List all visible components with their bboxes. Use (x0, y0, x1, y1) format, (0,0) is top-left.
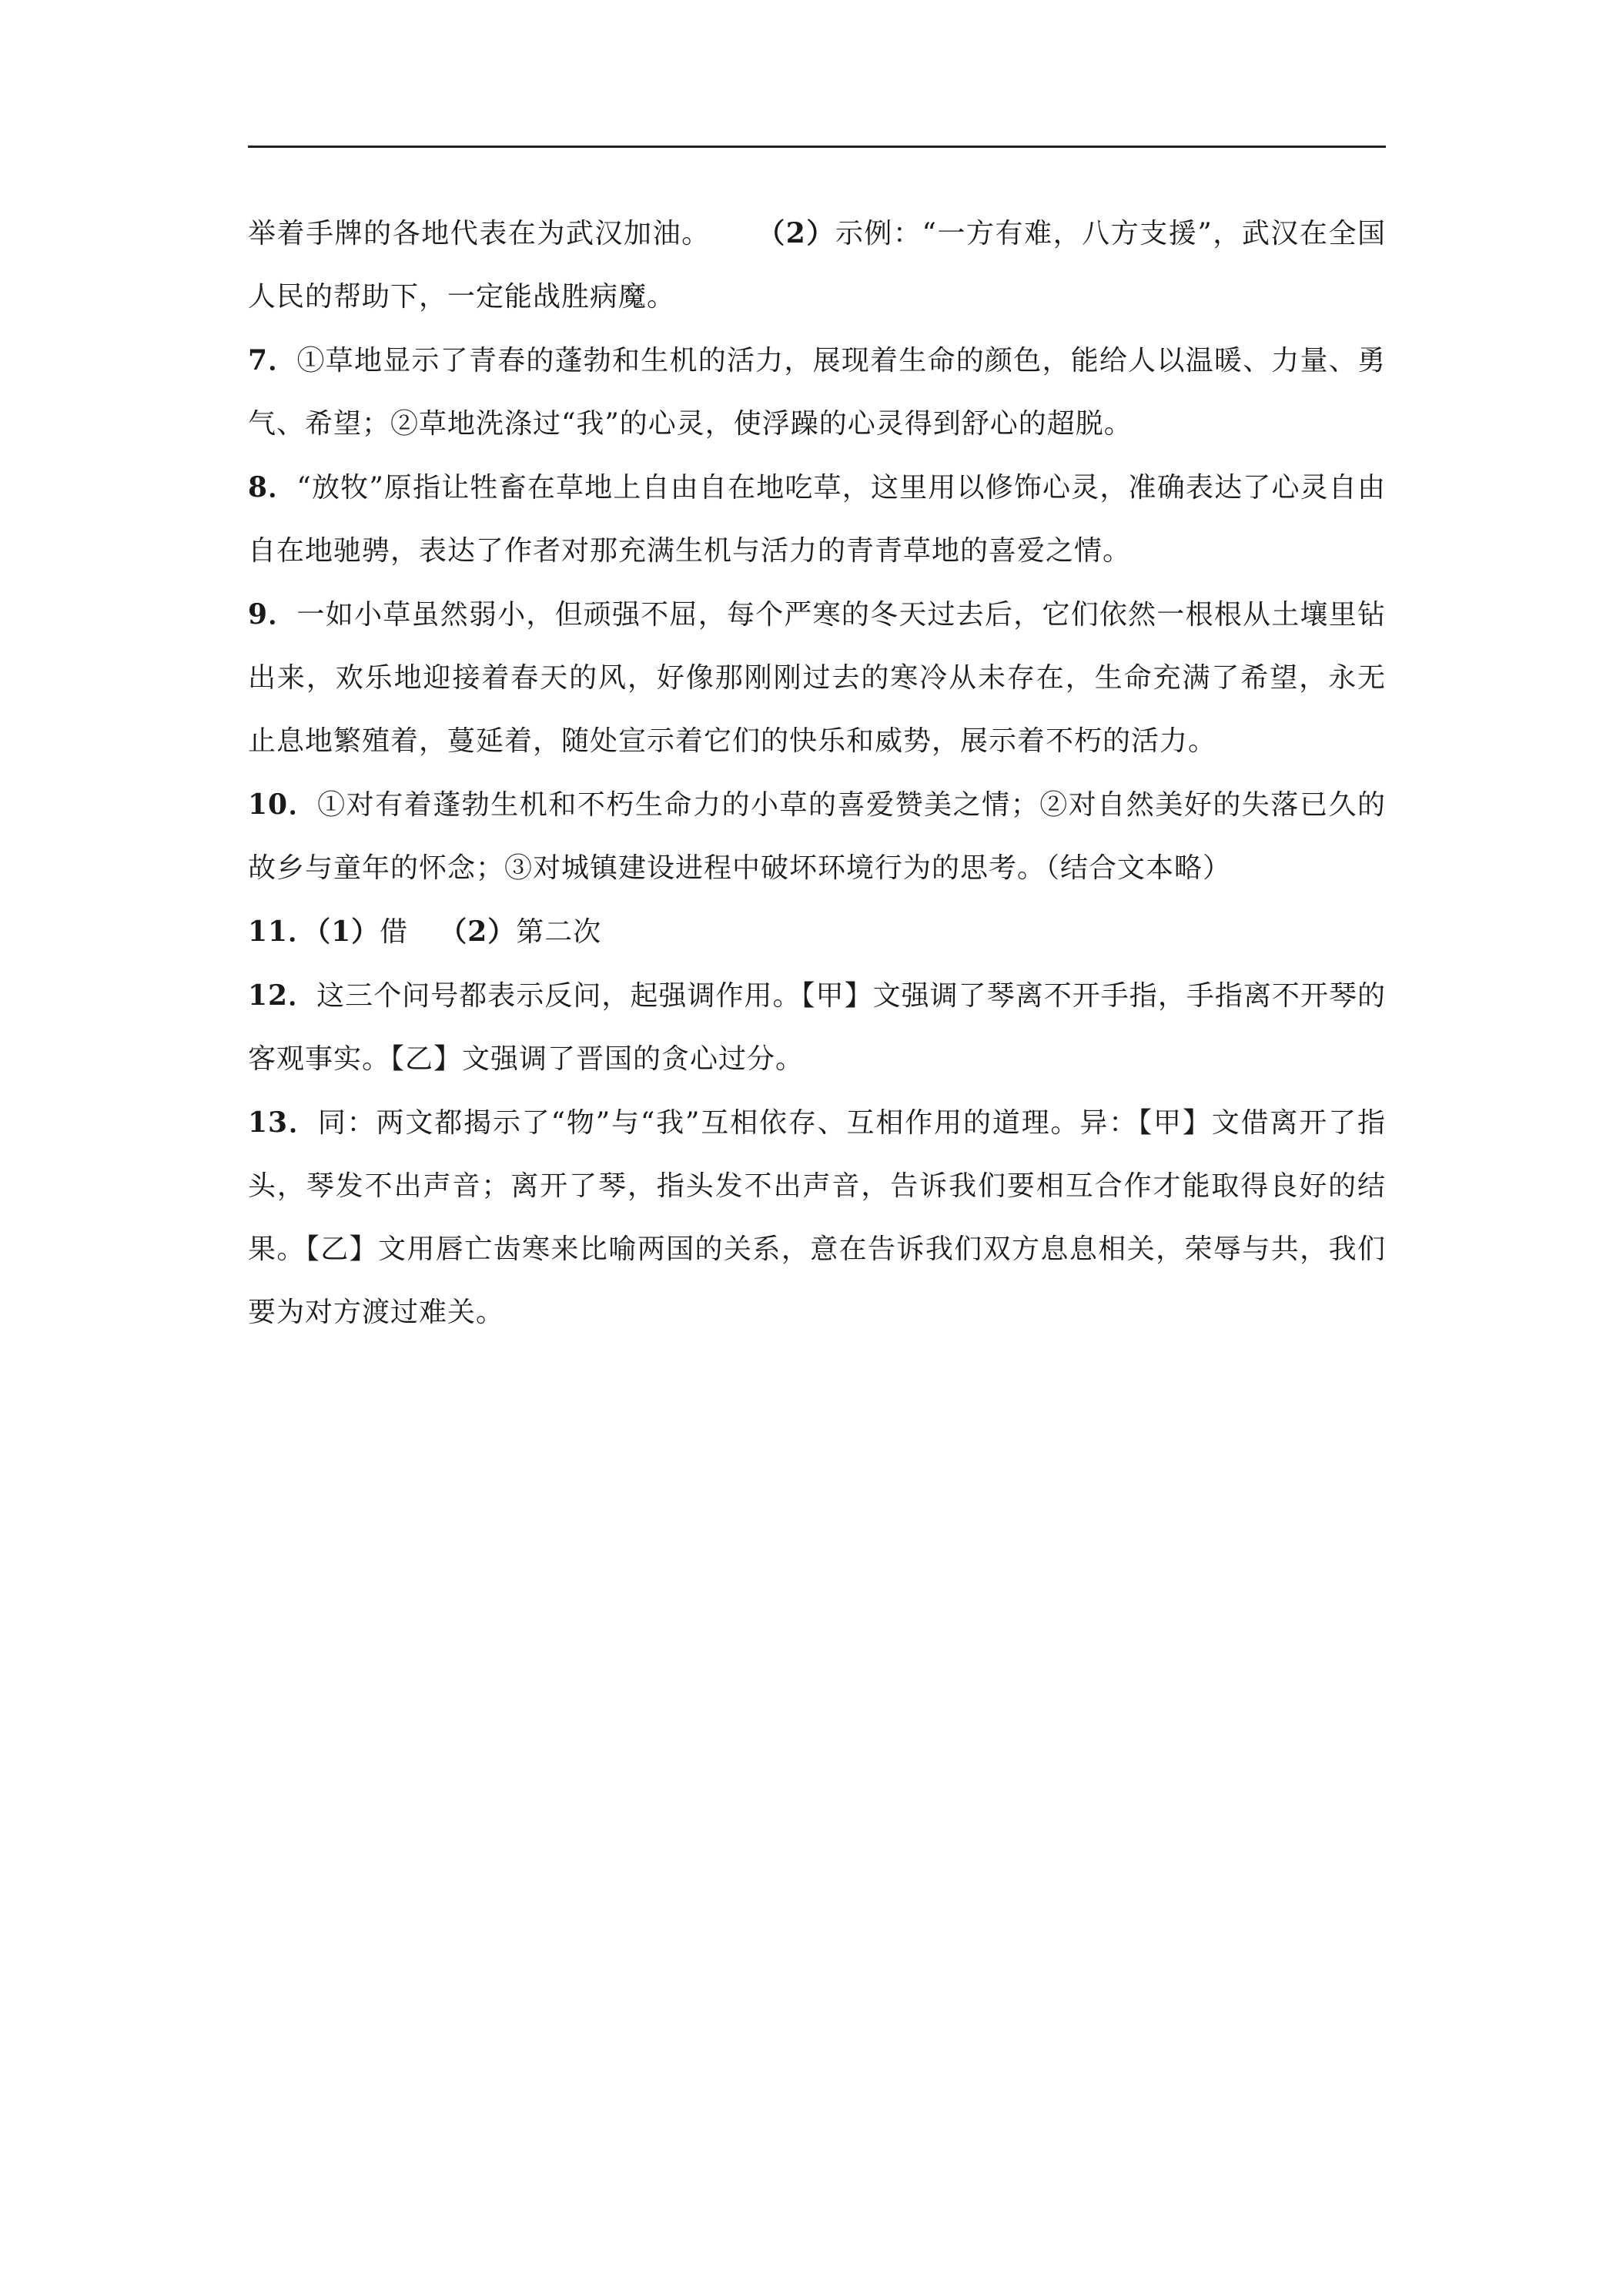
continuation-sub-label: （2） (756, 217, 835, 249)
answer-number: 10． (248, 788, 318, 821)
answer-q7 (248, 329, 1386, 456)
q11-part2-label: （2） (439, 915, 517, 948)
q11-part1-text: 借 (380, 916, 409, 948)
continuation-text-a: 举着手牌的各地代表在为武汉加油。 (248, 218, 711, 249)
continuation-text-b: 示例：“一方有难，八方支援”，武汉在全国人民的帮助下，一定能战胜病魔。 (248, 218, 1386, 313)
answer-q12 (248, 964, 1386, 1091)
answer-number: 9． (248, 598, 297, 631)
answer-q11 (248, 900, 1386, 964)
answer-content (248, 202, 1386, 1344)
answer-number: 12． (248, 979, 317, 1012)
answer-q8 (248, 456, 1386, 583)
answer-q13 (248, 1091, 1386, 1344)
answer-number: 13． (248, 1106, 318, 1139)
answer-text: “放牧”原指让牲畜在草地上自由自在地吃草，这里用以修饰心灵，准确表达了心灵自由自在地驰骋，表达了作者对那充满生机与活力的青青草地的喜爱之情。 (248, 472, 1386, 567)
answer-text: ①草地显示了青春的蓬勃和生机的活力，展现着生命的颜色，能给人以温暖、力量、勇气、希望；②草地洗涤过“我”的心灵，使浮躁的心灵得到舒心的超脱。 (248, 345, 1386, 440)
answer-text: ①对有着蓬勃生机和不朽生命力的小草的喜爱赞美之情；②对自然美好的失落已久的故乡与童年的怀念；③对城镇建设进程中破坏环境行为的思考。（结合文本略） (248, 789, 1386, 884)
answer-text: 同：两文都揭示了“物”与“我”互相依存、互相作用的道理。异：【甲】文借离开了指头，琴发不出声音；离开了琴，指头发不出声音，告诉我们要相互合作才能取得良好的结果。【乙】文用唇亡齿寒来比喻两国的关系，意在告诉我们双方息息相关，荣辱与共，我们要为对方渡过难关。 (248, 1107, 1386, 1328)
answer-q10 (248, 773, 1386, 900)
answer-continuation (248, 202, 1386, 329)
answer-number: 11． (248, 915, 317, 948)
q11-part2-text: 第二次 (516, 916, 602, 948)
answer-number: 8． (248, 471, 297, 504)
q11-part1-label: （1） (316, 915, 380, 948)
header-rule (248, 146, 1386, 148)
answer-number: 7． (248, 344, 297, 377)
answer-text: 这三个问号都表示反问，起强调作用。【甲】文强调了琴离不开手指，手指离不开琴的客观事实。【乙】文强调了晋国的贪心过分。 (248, 980, 1386, 1075)
answer-text: 一如小草虽然弱小，但顽强不屈，每个严寒的冬天过去后，它们依然一根根从土壤里钻出来，欢乐地迎接着春天的风，好像那刚刚过去的寒冷从未存在，生命充满了希望，永无止息地繁殖着，蔓延着，随处宣示着它们的快乐和威势，展示着不朽的活力。 (248, 599, 1386, 757)
answer-q9 (248, 583, 1386, 773)
